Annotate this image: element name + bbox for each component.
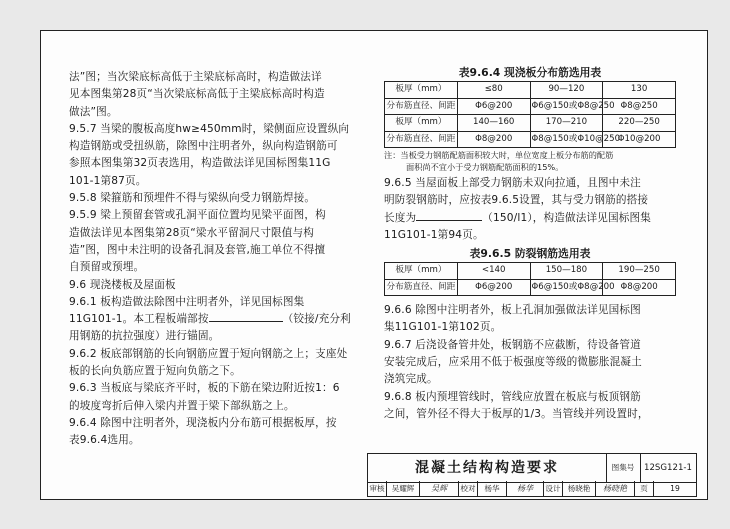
title-block <box>367 453 697 497</box>
text-line: 板的长向负筋应置于短向负筋之下。 <box>69 365 241 378</box>
left-column <box>69 69 391 450</box>
drawing-sheet <box>40 30 708 500</box>
design-label: 设计 <box>544 481 563 496</box>
right-column <box>384 65 676 423</box>
text-line: 用钢筋的抗拉强度）进行锚固。 <box>69 330 220 343</box>
designer-name: 杨晓艳 <box>563 481 596 496</box>
set-number: 12SG121-1 <box>643 463 693 473</box>
table-caption: 表9.6.5 防裂钢筋选用表 <box>469 247 591 261</box>
table-row <box>385 82 676 99</box>
text-line: 101-1第87页。 <box>69 174 147 187</box>
table-row <box>385 279 676 296</box>
reviewer-name: 吴耀辉 <box>387 481 420 496</box>
anti-crack-rebar-table <box>384 262 676 296</box>
check-label: 校对 <box>459 481 478 496</box>
text-line: 参照本图集第32页表选用，构造做法详见国标图集11G <box>69 157 331 170</box>
set-number-label: 图集号 <box>606 454 641 482</box>
fill-in-blank <box>416 210 482 221</box>
table-row <box>385 98 676 115</box>
page-label: 页 <box>635 481 654 496</box>
reviewer-signature: 吴辉 <box>420 481 459 496</box>
table-note: 注：当板受力钢筋配筋面积较大时，单位宽度上板分布筋的配筋 面积尚不宜小于受力钢筋配筋面积的15%。 <box>384 150 614 172</box>
text-line: 9.5.8 梁箍筋和预埋件不得与梁纵向受力钢筋焊接。 <box>69 192 316 205</box>
text-line: 9.6 现浇楼板及屋面板 <box>69 278 176 291</box>
text-line: 9.5.7 当梁的腹板高度hw≥450mm时，梁侧面应设置纵向 <box>69 122 350 135</box>
row-header-cell: 板厚（mm） <box>385 115 458 132</box>
text-line: 安装完成后，应采用不低于板强度等级的微膨胀混凝土 <box>384 356 642 369</box>
text-line: 表9.6.4选用。 <box>69 434 140 447</box>
text-line: 11G101-1。本工程板端部按 （铰接/充分利 <box>69 313 351 326</box>
text-line: 见本图集第28页“当次梁底标高低于主梁底标高时构造 <box>69 88 325 101</box>
text-line: 自预留或预埋。 <box>69 261 145 274</box>
text-line: 11G101-1第94页。 <box>384 228 484 241</box>
text-line: 法”图；当次梁底标高低于主梁底标高时，构造做法详 <box>69 71 322 83</box>
row-header-cell: 板厚（mm） <box>385 263 458 280</box>
table-cell: Φ10@200 <box>603 131 676 148</box>
text-line: 的坡度弯折后伸入梁内并置于梁下部纵筋之上。 <box>69 399 295 412</box>
text-line: 9.6.1 板构造做法除图中注明者外，详见国标图集 <box>69 295 305 308</box>
table-caption: 表9.6.4 现浇板分布筋选用表 <box>458 66 602 79</box>
table-cell: Φ6@200 <box>457 98 530 115</box>
table-cell: 220—250 <box>603 115 676 132</box>
text-line: 造”图，图中未注明的设备孔洞及套管,施工单位不得擅 <box>69 243 326 256</box>
text-line: 浇筑完成。 <box>384 373 438 386</box>
designer-signature: 杨晓艳 <box>596 481 635 496</box>
text-line: 明防裂钢筋时，应按表9.6.5设置，其与受力钢筋的搭接 <box>384 194 649 207</box>
text-line: 长度为 （150/l1），构造做法详见国标图集 <box>384 211 651 224</box>
table-cell: 150—180 <box>530 263 603 280</box>
distribution-rebar-table <box>384 81 676 148</box>
row-header-cell: 板厚（mm） <box>385 82 458 99</box>
text-line: 9.6.7 后浇设备管井处，板钢筋不应截断，待设备管道 <box>384 338 641 351</box>
text-line: 9.6.6 除图中注明者外，板上孔洞加强做法详见国标图 <box>384 304 641 317</box>
text-line: 集11G101-1第102页。 <box>384 321 502 334</box>
row-header-cell: 分布筋直径、间距 <box>385 131 458 148</box>
table-row <box>385 263 676 280</box>
review-label: 审核 <box>368 481 387 496</box>
text-line: 9.6.3 当板底与梁底齐平时，板的下筋在梁边附近按1：6 <box>69 382 340 395</box>
checker-signature: 杨华 <box>507 481 544 496</box>
text-line: 9.6.8 板内预埋管线时，管线应放置在板底与板顶钢筋 <box>384 390 641 403</box>
fill-in-blank <box>209 311 283 322</box>
table-cell: Φ8@150或Φ10@250 <box>530 131 603 148</box>
table-cell: Φ8@200 <box>603 279 676 296</box>
table-row <box>385 115 676 132</box>
drawing-title: 混凝土结构构造要求 <box>368 454 607 482</box>
row-header-cell: 分布筋直径、间距 <box>385 98 458 115</box>
text-line: 做法”图。 <box>69 105 118 118</box>
table-row <box>385 131 676 148</box>
table-cell: Φ6@200 <box>457 279 530 296</box>
table-cell: 90—120 <box>530 82 603 99</box>
text-line: 造做法详见本图集第28页“梁水平留洞尺寸限值与构 <box>69 226 315 239</box>
table-cell: <140 <box>457 263 530 280</box>
table-cell: Φ6@150或Φ8@200 <box>530 279 603 296</box>
table-cell: Φ8@200 <box>457 131 530 148</box>
text-line: 之间，管外径不得大于板厚的1/3。当管线并列设置时， <box>384 407 649 420</box>
table-cell: Φ8@250 <box>603 98 676 115</box>
text-line: 9.6.2 板底部钢筋的长向钢筋应置于短向钢筋之上；支座处 <box>69 347 348 360</box>
table-cell: 140—160 <box>457 115 530 132</box>
row-header-cell: 分布筋直径、间距 <box>385 279 458 296</box>
table-cell: 190—250 <box>603 263 676 280</box>
table-cell: Φ6@150或Φ8@250 <box>530 98 603 115</box>
text-line: 9.5.9 梁上预留套管或孔洞平面位置均见梁平面图，构 <box>69 209 326 222</box>
page-number: 19 <box>670 484 680 493</box>
text-line: 9.6.5 当屋面板上部受力钢筋未双向拉通，且图中未注 <box>384 177 641 189</box>
table-cell: 130 <box>603 82 676 99</box>
text-line: 9.6.4 除图中注明者外，现浇板内分布筋可根据板厚，按 <box>69 416 337 429</box>
table-cell: ≤80 <box>457 82 530 99</box>
checker-name: 杨华 <box>478 481 507 496</box>
signature-row <box>368 481 696 496</box>
text-line: 构造钢筋或受扭纵筋，除图中注明者外，纵向构造钢筋可 <box>69 140 338 153</box>
table-cell: 170—210 <box>530 115 603 132</box>
